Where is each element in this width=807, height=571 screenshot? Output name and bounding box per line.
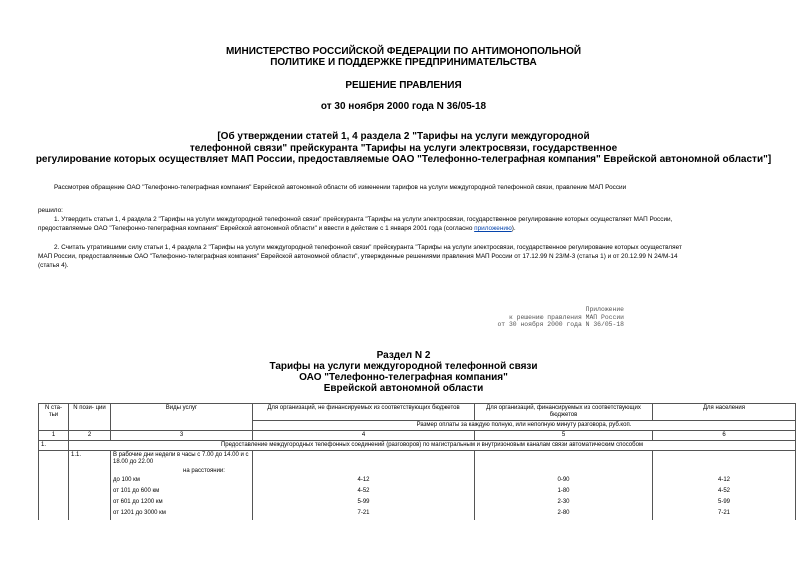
- tariff-budget: 2-80: [475, 509, 653, 520]
- empty-cell: [39, 487, 69, 498]
- article-number: 1.: [39, 441, 69, 451]
- empty-cell: [39, 509, 69, 520]
- appendix-caption-line2: к решению правления МАП России: [508, 313, 624, 321]
- tariff-table: [38, 403, 796, 520]
- document-title-line1: [Об утверждении статей 1, 4 раздела 2 "Тарифы на услуги междугородной: [217, 131, 590, 142]
- tariff-population: 5-99: [653, 498, 796, 509]
- empty-cell: [653, 451, 796, 477]
- item2-line1: 2. Считать утратившими силу статьи 1, 4 раздела 2 "Тарифы на услуги междугородной телефонной связи" прейскуранта "Тарифы на услуги электросвязи, государственное регулирование которых осуществляет: [54, 244, 682, 251]
- document-title-line2: телефонной связи" прейскуранта "Тарифы на услуги электросвязи, государственное: [189, 143, 618, 154]
- column-number: 4: [253, 431, 475, 441]
- item1-line2: [38, 224, 798, 233]
- empty-cell: [69, 476, 111, 487]
- intro-paragraph: Рассмотрев обращение ОАО "Телефонно-телеграфная компания" Еврейской автономной области об изменении тарифов на услуги междугородной телефонной связи, правление МАП России: [54, 184, 627, 191]
- section-number: Раздел N 2: [376, 350, 431, 361]
- document-type: РЕШЕНИЕ ПРАВЛЕНИЯ: [345, 80, 462, 91]
- column-number: 6: [653, 431, 796, 441]
- empty-cell: [69, 509, 111, 520]
- empty-cell: [39, 476, 69, 487]
- empty-cell: [39, 498, 69, 509]
- table-row: [39, 487, 796, 498]
- position-number: 1.1.: [69, 451, 111, 477]
- empty-cell: [253, 451, 475, 477]
- table-row: [39, 509, 796, 520]
- empty-cell: [69, 498, 111, 509]
- column-number: 5: [475, 431, 653, 441]
- tariff-non-budget: 7-21: [253, 509, 475, 520]
- column-number-row: [39, 431, 796, 441]
- appendix-caption-line1: Приложение: [585, 306, 624, 313]
- column-number: 1: [39, 431, 69, 441]
- tariff-budget: 1-80: [475, 487, 653, 498]
- position-row: [39, 451, 796, 477]
- table-row: [39, 498, 796, 509]
- section-title-line2: ОАО "Телефонно-телеграфная компания": [299, 372, 508, 383]
- article-description: Предоставление междугородных телефонных соединений (разговоров) по магистральным и внутризоновым каналам связи автоматическим способом: [69, 441, 796, 451]
- empty-cell: [69, 487, 111, 498]
- item1-text-end: ).: [511, 225, 516, 232]
- table-row: [39, 476, 796, 487]
- tariff-population: 4-12: [653, 476, 796, 487]
- appendix-caption: [497, 306, 624, 329]
- tariff-non-budget: 5-99: [253, 498, 475, 509]
- tariff-non-budget: 4-12: [253, 476, 475, 487]
- section-title-line3: Еврейской автономной области: [323, 383, 484, 394]
- column-number: 3: [111, 431, 253, 441]
- distance-cell: от 101 до 600 км: [111, 487, 253, 498]
- header-budget-orgs: Для организаций, финансируемых из соответствующих бюджетов: [475, 404, 653, 421]
- ministry-name-line2: ПОЛИТИКЕ И ПОДДЕРЖКЕ ПРЕДПРИНИМАТЕЛЬСТВА: [270, 57, 537, 68]
- tariff-population: 4-52: [653, 487, 796, 498]
- item2-line2: МАП России, предоставляемые ОАО "Телефонно-телеграфная компания" Еврейской автономной области", утвержденные решениями правления МАП России от 17.12.99 N 23/М-3 (статья 1) и от 20.12.99 N 24/М-14: [38, 253, 678, 260]
- tariff-population: 7-21: [653, 509, 796, 520]
- resolved-label: решило:: [38, 207, 63, 214]
- empty-cell: [39, 451, 69, 477]
- distance-label: на расстоянии:: [183, 468, 225, 474]
- document-date: от 30 ноября 2000 года N 36/05-18: [320, 101, 487, 112]
- header-payment-size: Размер оплаты за каждую полную, или неполную минуту разговора, руб.коп.: [253, 421, 796, 431]
- table-header-row: [39, 404, 796, 421]
- empty-cell: [475, 451, 653, 477]
- document-title-line3: регулирование которых осуществляет МАП России, предоставляемые ОАО "Телефонно-телеграфная компания" Еврейской автономной области"]: [35, 154, 772, 165]
- header-service-types: Виды услуг: [111, 404, 253, 431]
- column-number: 2: [69, 431, 111, 441]
- header-population: Для населения: [653, 404, 796, 421]
- position-description: [111, 451, 253, 477]
- distance-cell: до 100 км: [111, 476, 253, 487]
- item1-text: предоставляемые ОАО "Телефонно-телеграфная компания" Еврейской автономной области" и ввести в действие с 1 января 2001 года (согласно: [38, 225, 475, 232]
- header-article-number: N ста- тьи: [39, 404, 69, 431]
- item2-line3: (статья 4).: [38, 262, 69, 269]
- appendix-link[interactable]: приложению: [474, 225, 512, 232]
- distance-cell: от 1201 до 3000 км: [111, 509, 253, 520]
- appendix-caption-line3: от 30 ноября 2000 года N 36/05-18: [497, 321, 624, 328]
- distance-cell: от 601 до 1200 км: [111, 498, 253, 509]
- header-non-budget-orgs: Для организаций, не финансируемых из соответствующих бюджетов: [253, 404, 475, 421]
- tariff-budget: 2-30: [475, 498, 653, 509]
- tariff-budget: 0-90: [475, 476, 653, 487]
- article-row: [39, 441, 796, 451]
- item1-line1: 1. Утвердить статьи 1, 4 раздела 2 "Тарифы на услуги междугородной телефонной связи" прейскуранта "Тарифы на услуги электросвязи, государственное регулирование которых осуществляет МАП России,: [54, 216, 673, 223]
- ministry-name-line1: МИНИСТЕРСТВО РОССИЙСКОЙ ФЕДЕРАЦИИ ПО АНТИМОНОПОЛЬНОЙ: [225, 46, 582, 57]
- section-title-line1: Тарифы на услуги междугородной телефонной связи: [269, 361, 538, 372]
- header-position-number: N пози- ции: [69, 404, 111, 431]
- tariff-non-budget: 4-52: [253, 487, 475, 498]
- position-text: В рабочие дни недели в часы с 7.00 до 14.00 и с 18.00 до 22.00: [113, 452, 249, 465]
